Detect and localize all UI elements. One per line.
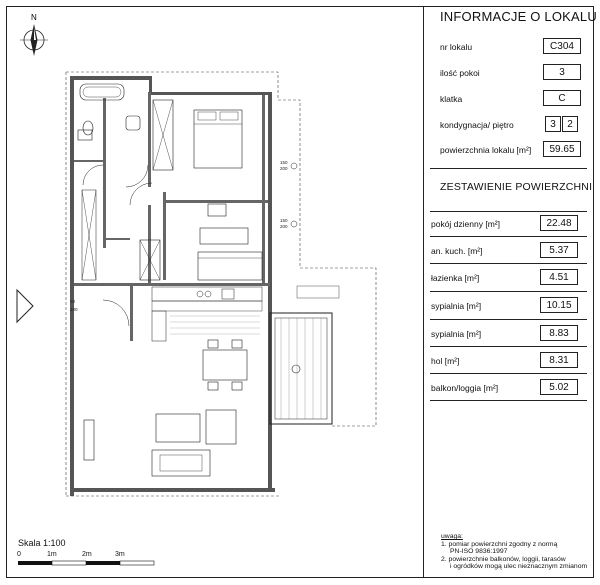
summary-title: ZESTAWIENIE POWIERZCHNI	[440, 181, 593, 193]
summary-label-bedroom-1: sypialnia [m²]	[431, 301, 482, 311]
entrance-arrow-icon	[17, 290, 33, 322]
kitchen-furniture	[152, 287, 262, 341]
balcony	[270, 286, 339, 424]
entry-door-height: 200	[70, 307, 78, 312]
bathroom-fixtures	[78, 84, 140, 140]
notes-heading: uwaga:	[441, 533, 463, 540]
info-title: INFORMACJE O LOKALU	[440, 9, 597, 24]
summary-row-line	[430, 373, 587, 374]
info-value-staircase: C	[543, 90, 581, 106]
hall-wardrobe	[82, 190, 96, 280]
summary-value-hall: 8.31	[540, 352, 578, 368]
info-value-area: 59.65	[543, 141, 581, 157]
window-1-width: 150	[280, 160, 288, 165]
note-line: PN-ISO 9836:1997	[450, 548, 508, 556]
info-value-level: 3	[545, 116, 561, 132]
window-2-height: 200	[280, 224, 288, 229]
compass-letter: N	[31, 13, 37, 22]
summary-value-bedroom-2: 8.83	[540, 325, 578, 341]
info-label-room-count: ilość pokoi	[440, 68, 480, 78]
info-separator	[430, 168, 587, 169]
entry-door-width: 80	[70, 299, 76, 304]
floor-plan	[7, 7, 422, 577]
scale-bar	[18, 561, 154, 565]
summary-value-kitchen: 5.37	[540, 242, 578, 258]
scale-mark-0: 0	[17, 551, 21, 558]
panel-divider	[423, 6, 424, 578]
summary-row-line	[430, 236, 587, 237]
note-line: i ogródków mogą ulec nieznacznym zmianom	[450, 563, 588, 571]
scale-mark-1: 1m	[47, 551, 57, 558]
summary-value-bathroom: 4.51	[540, 269, 578, 285]
info-value-room-count: 3	[543, 64, 581, 80]
summary-label-bathroom: łazienka [m²]	[431, 273, 480, 283]
bedroom-2-furniture	[140, 204, 262, 280]
info-label-area: powierzchnia lokalu [m²]	[440, 145, 532, 155]
info-label-unit-number: nr lokalu	[440, 42, 473, 52]
summary-label-hall: hol [m²]	[431, 356, 460, 366]
info-label-floor: kondygnacja/ piętro	[440, 120, 514, 130]
compass-icon	[20, 13, 48, 56]
summary-value-bedroom-1: 10.15	[540, 297, 578, 313]
living-room-furniture	[84, 340, 247, 476]
summary-label-balcony: balkon/loggia [m²]	[431, 383, 499, 393]
scale-mark-3: 3m	[115, 551, 125, 558]
summary-row-line	[430, 291, 587, 292]
window-markers	[291, 163, 297, 227]
summary-row-line	[430, 400, 587, 401]
summary-label-bedroom-2: sypialnia [m²]	[431, 329, 482, 339]
window-1-height: 200	[280, 166, 288, 171]
summary-row-line	[430, 346, 587, 347]
scale-mark-2: 2m	[82, 551, 92, 558]
note-line: 1. pomiar powierzchni zgodny z normą	[441, 540, 558, 548]
bedroom-1-furniture	[153, 100, 242, 170]
info-value-floor: 2	[562, 116, 578, 132]
summary-value-balcony: 5.02	[540, 379, 578, 395]
summary-label-kitchen: an. kuch. [m²]	[431, 246, 483, 256]
info-value-unit-number: C304	[543, 38, 581, 54]
notes	[441, 533, 587, 571]
summary-row-line	[430, 263, 587, 264]
summary-row-line	[430, 211, 587, 212]
summary-label-living-room: pokój dzienny [m²]	[431, 219, 500, 229]
window-2-width: 150	[280, 218, 288, 223]
door-swings	[83, 165, 152, 326]
scale-title: Skala 1:100	[18, 538, 66, 548]
info-label-staircase: klatka	[440, 94, 463, 104]
note-line: 2. powierzchnie balkonów, loggii, tarasów	[441, 555, 566, 563]
floor-plan-drawing	[7, 7, 422, 577]
summary-row-line	[430, 319, 587, 320]
summary-value-living-room: 22.48	[540, 215, 578, 231]
apartment-walls	[70, 76, 275, 496]
